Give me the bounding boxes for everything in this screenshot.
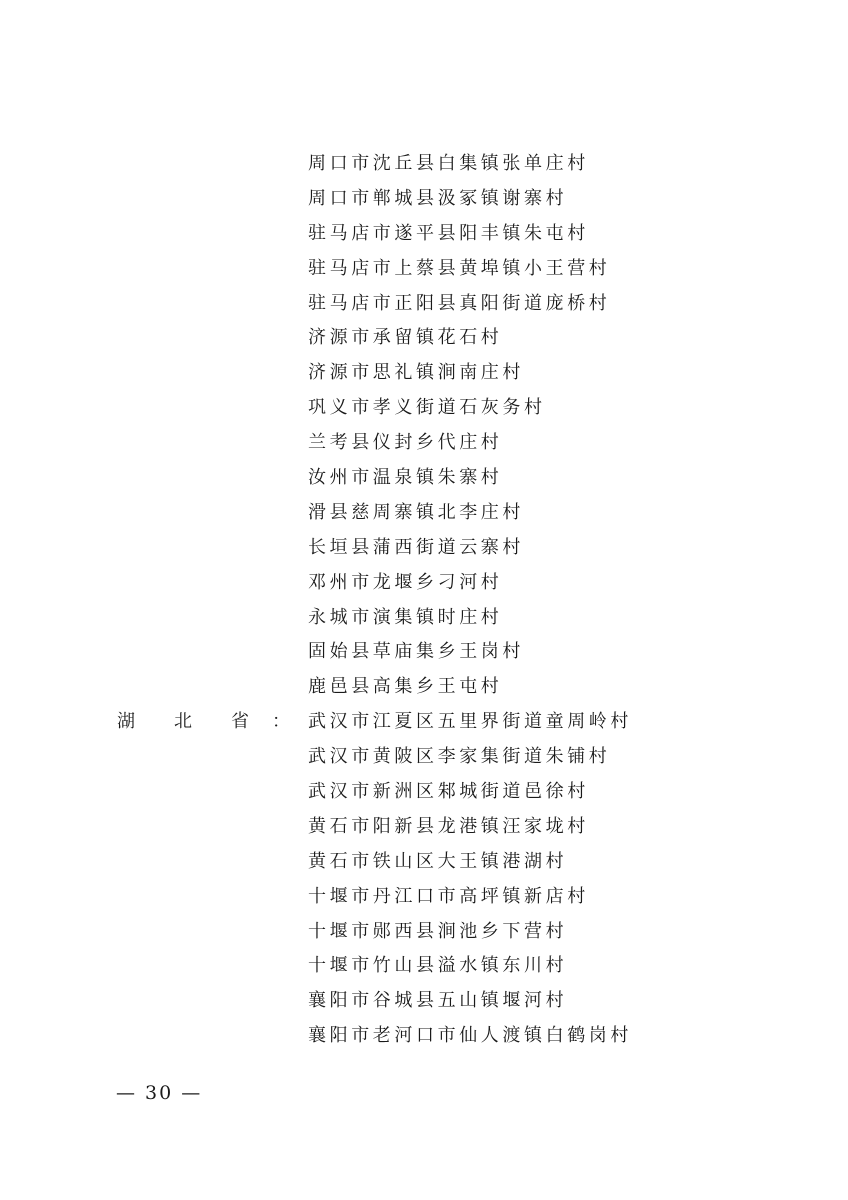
- list-item: 十堰市竹山县溢水镇东川村: [308, 955, 568, 977]
- province-label: [117, 705, 291, 740]
- village-list: [308, 147, 632, 1054]
- list-item: 济源市承留镇花石村: [308, 327, 503, 349]
- list-item: 长垣县蒲西街道云寨村: [308, 536, 524, 558]
- list-item: 武汉市新洲区邾城街道邑徐村: [308, 781, 589, 803]
- list-item: 驻马店市遂平县阳丰镇朱屯村: [308, 222, 589, 244]
- list-item: 驻马店市正阳县真阳街道庞桥村: [308, 292, 611, 314]
- list-item: 鹿邑县高集乡王屯村: [308, 676, 503, 698]
- list-item: 周口市沈丘县白集镇张单庄村: [308, 153, 589, 174]
- list-item: 周口市郸城县汲冢镇谢寨村: [308, 187, 568, 209]
- list-item: 襄阳市老河口市仙人渡镇白鹤岗村: [308, 1025, 632, 1047]
- list-item: 驻马店市上蔡县黄埠镇小王营村: [308, 257, 611, 279]
- list-item: 黄石市阳新县龙港镇汪家垅村: [308, 815, 589, 837]
- list-item: 十堰市郧西县涧池乡下营村: [308, 920, 568, 942]
- list-item: 巩义市孝义街道石灰务村: [308, 397, 546, 419]
- province-char: 湖: [117, 711, 135, 732]
- list-item: 邓州市龙堰乡刁河村: [308, 571, 503, 593]
- list-item: 固始县草庙集乡王岗村: [308, 641, 524, 663]
- list-item: 武汉市江夏区五里界街道童周岭村: [308, 711, 632, 733]
- list-item: 兰考县仪封乡代庄村: [308, 432, 503, 454]
- list-item: 汝州市温泉镇朱寨村: [308, 467, 503, 489]
- province-char: 省: [231, 711, 249, 732]
- list-item: 滑县慈周寨镇北李庄村: [308, 501, 524, 523]
- list-item: 十堰市丹江口市高坪镇新店村: [308, 885, 589, 907]
- page-number: — 30 —: [116, 1082, 203, 1104]
- list-item: 武汉市黄陂区李家集街道朱铺村: [308, 746, 611, 768]
- list-item: 黄石市铁山区大王镇港湖村: [308, 850, 568, 872]
- province-colon: ：: [272, 711, 290, 732]
- list-item: 济源市思礼镇涧南庄村: [308, 362, 524, 384]
- province-char: 北: [174, 711, 192, 732]
- list-item: 永城市演集镇时庄村: [308, 606, 503, 628]
- list-item: 襄阳市谷城县五山镇堰河村: [308, 990, 568, 1012]
